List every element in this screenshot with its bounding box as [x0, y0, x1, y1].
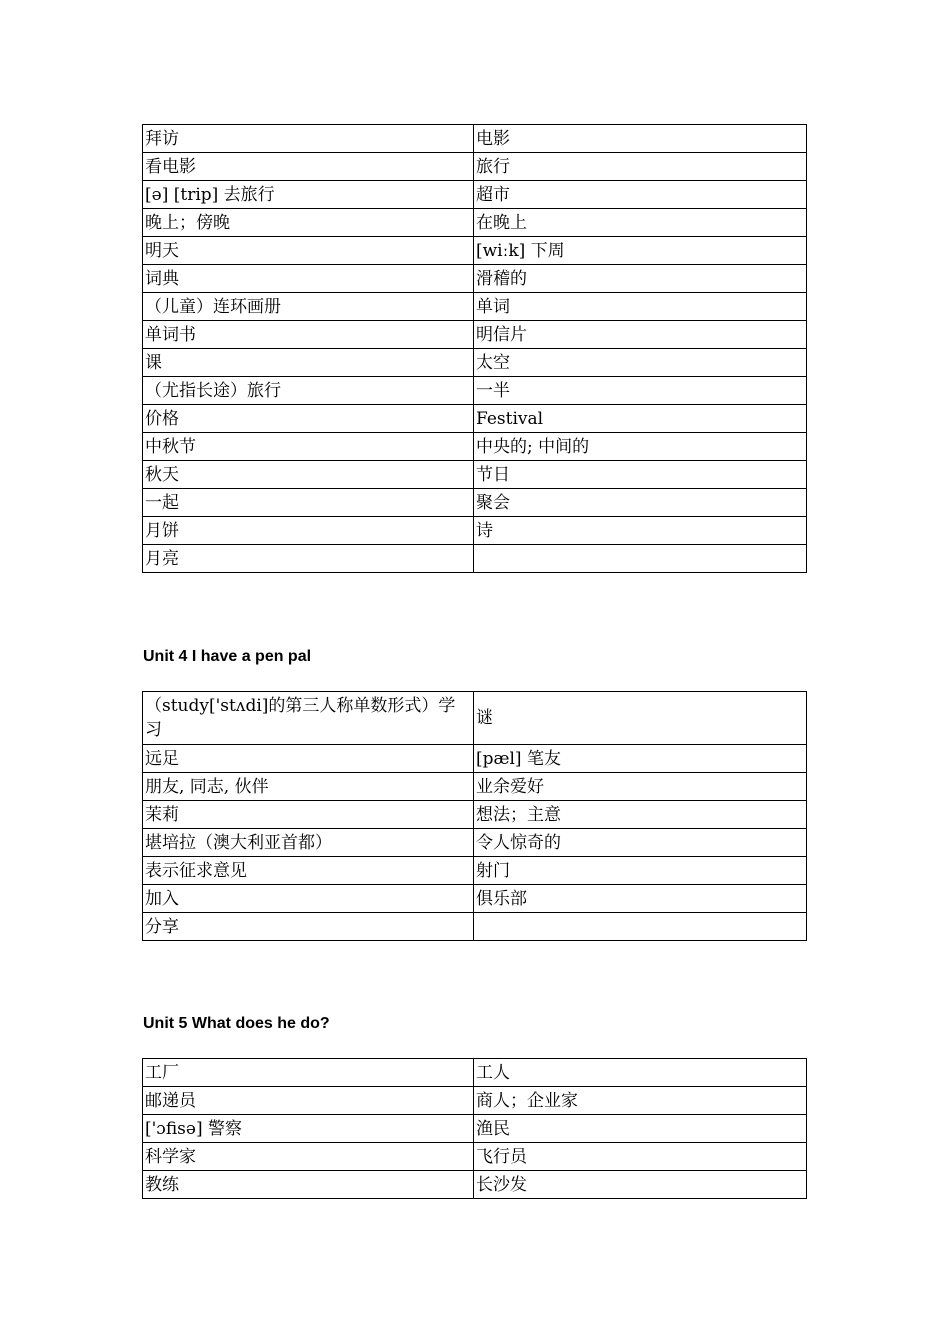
table-row: [143, 125, 807, 153]
chinese-meaning-cell: 加入: [143, 885, 474, 913]
table-body: [143, 692, 807, 941]
chinese-meaning-cell-right: 中央的; 中间的: [474, 433, 807, 461]
chinese-meaning-cell-right: 节日: [474, 461, 807, 489]
chinese-meaning-cell: 朋友, 同志, 伙伴: [143, 773, 474, 801]
table-row: [143, 913, 807, 941]
chinese-meaning-cell: 拜访: [143, 125, 474, 153]
table-row: [143, 1115, 807, 1143]
chinese-meaning-cell-right: 渔民: [474, 1115, 807, 1143]
chinese-meaning-cell-right: 商人；企业家: [474, 1087, 807, 1115]
chinese-meaning-cell: 词典: [143, 265, 474, 293]
table-row: [143, 349, 807, 377]
chinese-meaning-cell: 工厂: [143, 1059, 474, 1087]
chinese-meaning-cell: 晚上；傍晚: [143, 209, 474, 237]
chinese-meaning-cell-right: 工人: [474, 1059, 807, 1087]
table-row: [143, 321, 807, 349]
chinese-meaning-cell-right: 想法；主意: [474, 801, 807, 829]
chinese-meaning-cell: 中秋节: [143, 433, 474, 461]
table-row: [143, 692, 807, 745]
table-row: [143, 209, 807, 237]
table-row: [143, 801, 807, 829]
chinese-meaning-cell: 月亮: [143, 545, 474, 573]
chinese-meaning-cell-right: 诗: [474, 517, 807, 545]
table-row: [143, 885, 807, 913]
table-row: [143, 1171, 807, 1199]
table-row: [143, 545, 807, 573]
chinese-meaning-cell-right: 超市: [474, 181, 807, 209]
table-row: [143, 1059, 807, 1087]
table-row: [143, 377, 807, 405]
table-row: [143, 293, 807, 321]
unit5-heading: Unit 5 What does he do?: [143, 1015, 330, 1032]
chinese-meaning-cell-right: 令人惊奇的: [474, 829, 807, 857]
chinese-meaning-cell-right: 明信片: [474, 321, 807, 349]
chinese-meaning-cell: 分享: [143, 913, 474, 941]
chinese-meaning-cell: ['ɔfisə] 警察: [143, 1115, 474, 1143]
chinese-meaning-cell-right: [474, 913, 807, 941]
chinese-meaning-cell-right: 在晚上: [474, 209, 807, 237]
table-row: [143, 153, 807, 181]
vocab-table-unit5: [142, 1058, 807, 1199]
chinese-meaning-cell-right: 聚会: [474, 489, 807, 517]
chinese-meaning-cell: （study['stʌdi]的第三人称单数形式）学习: [143, 692, 474, 745]
chinese-meaning-cell: 明天: [143, 237, 474, 265]
chinese-meaning-cell: （尤指长途）旅行: [143, 377, 474, 405]
chinese-meaning-cell-right: [wiːk] 下周: [474, 237, 807, 265]
vocab-table-unit3: [142, 124, 807, 573]
table-row: [143, 405, 807, 433]
chinese-meaning-cell-right: 俱乐部: [474, 885, 807, 913]
unit4-heading: Unit 4 I have a pen pal: [143, 648, 312, 665]
chinese-meaning-cell: 月饼: [143, 517, 474, 545]
chinese-meaning-cell-right: 一半: [474, 377, 807, 405]
table-row: [143, 517, 807, 545]
chinese-meaning-cell: 一起: [143, 489, 474, 517]
chinese-meaning-cell: 单词书: [143, 321, 474, 349]
chinese-meaning-cell: 茉莉: [143, 801, 474, 829]
table-row: [143, 829, 807, 857]
table-row: [143, 181, 807, 209]
chinese-meaning-cell-right: Festival: [474, 405, 807, 433]
chinese-meaning-cell-right: 业余爱好: [474, 773, 807, 801]
table-row: [143, 857, 807, 885]
chinese-meaning-cell-right: 飞行员: [474, 1143, 807, 1171]
table-row: [143, 1087, 807, 1115]
chinese-meaning-cell: 课: [143, 349, 474, 377]
table-body: [143, 125, 807, 573]
table-body: [143, 1059, 807, 1199]
chinese-meaning-cell: （儿童）连环画册: [143, 293, 474, 321]
chinese-meaning-cell: 教练: [143, 1171, 474, 1199]
chinese-meaning-cell: 远足: [143, 745, 474, 773]
chinese-meaning-cell-right: 射门: [474, 857, 807, 885]
chinese-meaning-cell-right: [474, 545, 807, 573]
chinese-meaning-cell-right: 谜: [474, 692, 807, 745]
table-row: [143, 773, 807, 801]
chinese-meaning-cell: [ə] [trip] 去旅行: [143, 181, 474, 209]
table-row: [143, 265, 807, 293]
chinese-meaning-cell: 邮递员: [143, 1087, 474, 1115]
chinese-meaning-cell-right: 电影: [474, 125, 807, 153]
chinese-meaning-cell: 表示征求意见: [143, 857, 474, 885]
chinese-meaning-cell-right: 太空: [474, 349, 807, 377]
chinese-meaning-cell-right: [pæl] 笔友: [474, 745, 807, 773]
chinese-meaning-cell-right: 滑稽的: [474, 265, 807, 293]
table-row: [143, 237, 807, 265]
chinese-meaning-cell: 看电影: [143, 153, 474, 181]
table-row: [143, 461, 807, 489]
table-row: [143, 745, 807, 773]
table-row: [143, 489, 807, 517]
table-row: [143, 433, 807, 461]
chinese-meaning-cell-right: 单词: [474, 293, 807, 321]
chinese-meaning-cell: 堪培拉（澳大利亚首都）: [143, 829, 474, 857]
chinese-meaning-cell: 价格: [143, 405, 474, 433]
chinese-meaning-cell: 科学家: [143, 1143, 474, 1171]
vocab-table-unit4: [142, 691, 807, 941]
table-row: [143, 1143, 807, 1171]
chinese-meaning-cell-right: 长沙发: [474, 1171, 807, 1199]
chinese-meaning-cell-right: 旅行: [474, 153, 807, 181]
chinese-meaning-cell: 秋天: [143, 461, 474, 489]
